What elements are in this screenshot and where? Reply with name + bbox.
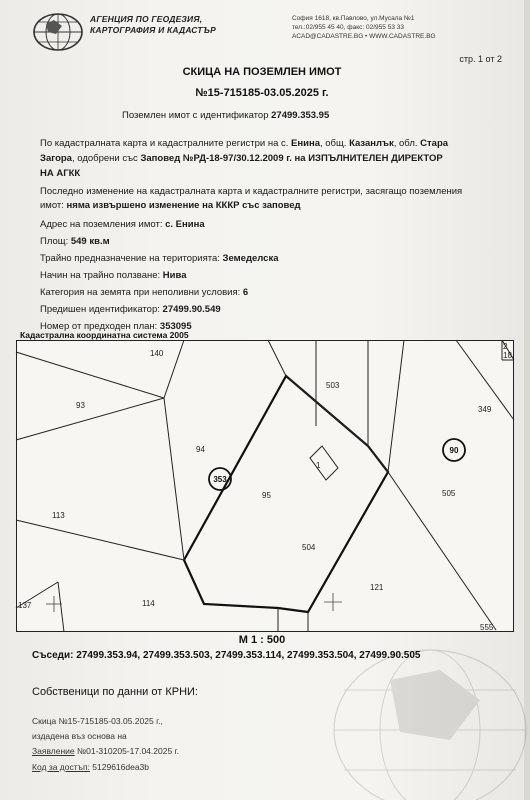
previous-id-label: Предишен идентификатор:	[40, 304, 160, 315]
agency-logo-icon	[32, 12, 84, 52]
parcel-id-line	[122, 110, 329, 121]
document-number: №15-715185-03.05.2025 г.	[195, 87, 329, 99]
last-change-value: няма извършено изменение на КККР със заповед	[66, 200, 301, 211]
footer-sketch-number: Скица №15-715185-03.05.2025 г.,	[32, 716, 163, 726]
parcel-id-label: Поземлен имот с идентификатор	[122, 110, 269, 121]
parcel-label-114: 114	[142, 599, 155, 608]
block-label-353: 353	[213, 475, 227, 484]
address-value: с. Енина	[165, 219, 205, 230]
neighbors-value: 27499.353.94, 27499.353.503, 27499.353.114, 27499.353.504, 27499.90.505	[76, 650, 421, 661]
watermark-globe-icon	[330, 640, 530, 800]
parcel-id-value: 27499.353.95	[271, 110, 330, 121]
usage-value: Нива	[162, 270, 187, 281]
parcel-label-95: 95	[262, 491, 271, 500]
purpose-label: Трайно предназначение на територията:	[40, 253, 220, 264]
last-change-label: Последно изменение на кадастралната карта и кадастралните регистри, засягащо поземления	[40, 186, 463, 197]
owners-label: Собственици по данни от КРНИ:	[32, 686, 198, 698]
parcel-label-137: 137	[18, 601, 32, 610]
parcel-label-503: 503	[326, 381, 340, 390]
map-caption: Кадастрална координатна система 2005	[20, 330, 189, 340]
agency-line	[40, 168, 80, 179]
page-number: стр. 1 от 2	[459, 54, 502, 64]
approving-agency: НА АГКК	[40, 168, 81, 179]
category-line	[40, 287, 248, 298]
footer-access-code-line	[32, 762, 149, 772]
footer-access-code-value: 5129616dea3b	[92, 762, 150, 772]
neighbors-line	[32, 650, 420, 661]
document-title: СКИЦА НА ПОЗЕМЛЕН ИМОТ	[182, 66, 342, 78]
agency-contact	[292, 14, 452, 41]
parcel-label-113: 113	[52, 511, 65, 520]
parcel-label-349: 349	[478, 405, 492, 414]
map-scale: М 1 : 500	[238, 634, 286, 646]
category-value: 6	[242, 287, 249, 298]
approval-order: Заповед №РД-18-97/30.12.2009 г. на ИЗПЪЛНИТЕЛЕН ДИРЕКТОР	[140, 153, 443, 164]
footer-access-code-label: Код за достъп:	[32, 762, 90, 772]
parcel-label-504: 504	[302, 543, 316, 552]
parcel-label-121: 121	[370, 583, 384, 592]
parcel-label-555: 555	[480, 623, 494, 632]
contact-web: ACAD@CADASTRE.BG • WWW.CADASTRE.BG	[292, 33, 436, 40]
previous-id-value: 27499.90.549	[162, 304, 221, 315]
block-label-90: 90	[449, 446, 459, 455]
cadastral-sketch	[16, 330, 514, 632]
footer-application-value: №01-310205-17.04.2025 г.	[77, 746, 179, 756]
previous-plan-value: 353095	[159, 321, 192, 332]
area-value: 549 кв.м	[70, 236, 110, 247]
address-label: Адрес на поземления имот:	[40, 219, 163, 230]
last-change-line	[40, 200, 301, 211]
building-label-1: 1	[316, 461, 321, 470]
region-prefix: , обл.	[393, 138, 418, 149]
contact-phone: тел.:02/955 45 40, факс: 02/955 53 33	[292, 24, 404, 31]
previous-plan-label: Номер от предходен план:	[40, 321, 158, 332]
approval-prefix: , одобрени със	[71, 153, 138, 164]
address-line	[40, 219, 205, 230]
contact-address: София 1618, кв.Павлово, ул.Мусала №1	[292, 15, 415, 22]
agency-name-line1: АГЕНЦИЯ ПО ГЕОДЕЗИЯ,	[90, 14, 203, 24]
purpose-value: Земеделска	[222, 253, 279, 264]
municipality-prefix: , общ.	[319, 138, 347, 149]
footer-application-label: Заявление	[32, 746, 75, 756]
footer-application-line	[32, 746, 179, 756]
area-line	[40, 236, 110, 247]
parcel-label-2: 2	[503, 342, 508, 351]
parcel-label-18: 18	[503, 351, 512, 360]
municipality-name: Казанлък	[349, 138, 394, 149]
purpose-line	[40, 253, 279, 264]
parcel-label-93: 93	[76, 401, 85, 410]
settlement-name: Енина	[291, 138, 320, 149]
parcel-label-140: 140	[150, 349, 164, 358]
region-name-part2: Загора	[40, 153, 72, 164]
cadastral-map-prefix: По кадастралната карта и кадастралните регистри на с.	[40, 138, 289, 149]
approval-line	[40, 153, 443, 164]
parcel-label-505: 505	[442, 489, 456, 498]
previous-id-line	[40, 304, 221, 315]
region-name-part1: Стара	[420, 138, 449, 149]
agency-name	[90, 14, 250, 36]
usage-line	[40, 270, 187, 281]
neighbors-label: Съседи:	[32, 650, 74, 661]
area-label: Площ:	[40, 236, 69, 247]
footer-issued-based-on: издадена въз основа на	[32, 731, 127, 741]
cadastral-map-line	[40, 138, 448, 149]
parcel-label-94: 94	[196, 445, 205, 454]
category-label: Категория на земята при неполивни условия:	[40, 287, 241, 298]
agency-name-line2: КАРТОГРАФИЯ И КАДАСТЪР	[90, 25, 217, 35]
usage-label: Начин на трайно ползване:	[40, 270, 161, 281]
last-change-prefix: имот:	[40, 200, 64, 211]
